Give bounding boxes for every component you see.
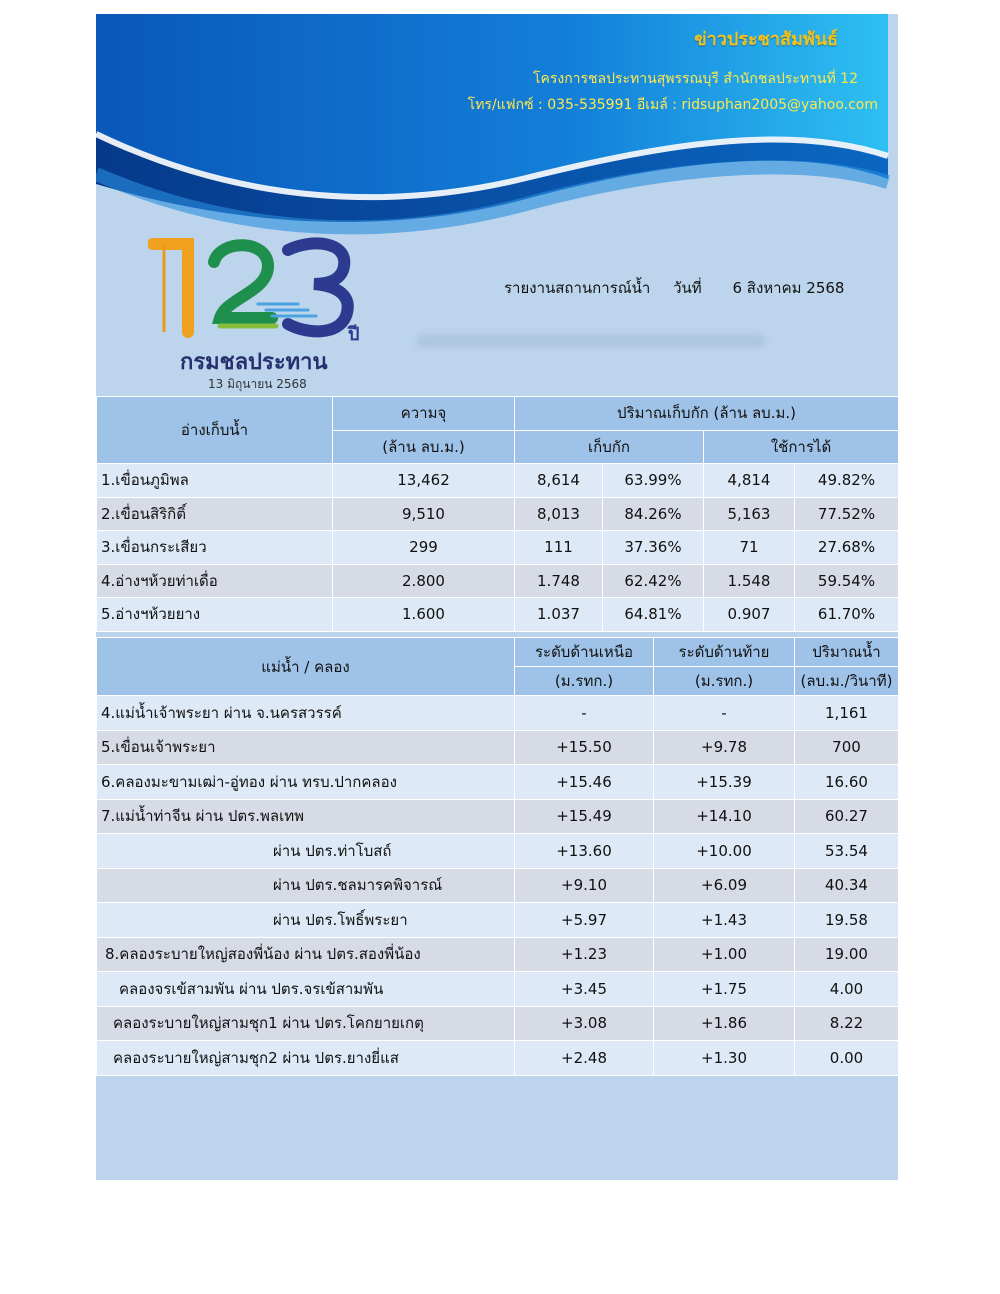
usable-percent: 27.68% xyxy=(795,531,899,565)
river-name: ผ่าน ปตร.ท่าโบสถ์ xyxy=(97,834,515,869)
downstream-level: +1.00 xyxy=(654,937,795,972)
header-usable: ใช้การได้ xyxy=(704,430,899,464)
upstream-level: +2.48 xyxy=(515,1041,654,1076)
table-row xyxy=(97,531,899,565)
stored-value: 8,614 xyxy=(515,464,603,498)
downstream-level: +10.00 xyxy=(654,834,795,869)
capacity-value: 13,462 xyxy=(333,464,515,498)
reservoir-header-row xyxy=(97,397,899,431)
stored-value: 8,013 xyxy=(515,497,603,531)
report-sheet xyxy=(96,14,898,1180)
flow-rate: 60.27 xyxy=(795,799,899,834)
reservoir-name: 3.เขื่อนกระเสียว xyxy=(97,531,333,565)
river-name: 7.แม่น้ำท่าจีน ผ่าน ปตร.พลเทพ xyxy=(97,799,515,834)
reservoir-name: 1.เขื่อนภูมิพล xyxy=(97,464,333,498)
downstream-level: +14.10 xyxy=(654,799,795,834)
capacity-value: 9,510 xyxy=(333,497,515,531)
header-flow: ปริมาณน้ำ xyxy=(795,638,899,667)
blurred-text-bar xyxy=(416,334,766,348)
usable-percent: 61.70% xyxy=(795,598,899,632)
stored-percent: 64.81% xyxy=(603,598,704,632)
table-row xyxy=(97,1041,899,1076)
table-row xyxy=(97,868,899,903)
table-row xyxy=(97,903,899,938)
upstream-level: +3.08 xyxy=(515,1006,654,1041)
flow-rate: 0.00 xyxy=(795,1041,899,1076)
river-name: 6.คลองมะขามเฒ่า-อู่ทอง ผ่าน ทรบ.ปากคลอง xyxy=(97,765,515,800)
table-row xyxy=(97,834,899,869)
header-volume: ปริมาณเก็บกัก (ล้าน ลบ.ม.) xyxy=(515,397,899,431)
upstream-level: +13.60 xyxy=(515,834,654,869)
downstream-level: +9.78 xyxy=(654,730,795,765)
upstream-level: - xyxy=(515,696,654,731)
logo-org-name: กรมชลประทาน xyxy=(180,350,328,375)
river-name: คลองระบายใหญ่สามชุก1 ผ่าน ปตร.โคกยายเกตุ xyxy=(97,1006,515,1041)
flow-rate: 53.54 xyxy=(795,834,899,869)
downstream-level: +1.43 xyxy=(654,903,795,938)
reservoir-table xyxy=(96,396,898,632)
river-header-row xyxy=(97,638,899,667)
downstream-level: +1.75 xyxy=(654,972,795,1007)
table-row xyxy=(97,1006,899,1041)
reservoir-name: 5.อ่างฯห้วยยาง xyxy=(97,598,333,632)
flow-rate: 700 xyxy=(795,730,899,765)
capacity-value: 2.800 xyxy=(333,564,515,598)
usable-value: 71 xyxy=(704,531,795,565)
flow-rate: 1,161 xyxy=(795,696,899,731)
flow-rate: 16.60 xyxy=(795,765,899,800)
stored-value: 1.748 xyxy=(515,564,603,598)
header-flow-unit: (ลบ.ม./วินาที) xyxy=(795,667,899,696)
header-title: ข่าวประชาสัมพันธ์ xyxy=(694,29,838,50)
flow-rate: 19.00 xyxy=(795,937,899,972)
usable-percent: 77.52% xyxy=(795,497,899,531)
flow-rate: 19.58 xyxy=(795,903,899,938)
capacity-value: 299 xyxy=(333,531,515,565)
upstream-level: +3.45 xyxy=(515,972,654,1007)
table-row xyxy=(97,564,899,598)
flow-rate: 40.34 xyxy=(795,868,899,903)
usable-percent: 49.82% xyxy=(795,464,899,498)
upstream-level: +9.10 xyxy=(515,868,654,903)
upstream-level: +1.23 xyxy=(515,937,654,972)
river-name: 5.เขื่อนเจ้าพระยา xyxy=(97,730,515,765)
downstream-level: - xyxy=(654,696,795,731)
upstream-level: +15.46 xyxy=(515,765,654,800)
table-row xyxy=(97,696,899,731)
usable-value: 5,163 xyxy=(704,497,795,531)
usable-value: 1.548 xyxy=(704,564,795,598)
header-reservoir: อ่างเก็บน้ำ xyxy=(97,397,333,464)
table-row xyxy=(97,497,899,531)
table-row xyxy=(97,598,899,632)
report-heading xyxy=(504,276,844,300)
header-upstream-unit: (ม.รทก.) xyxy=(515,667,654,696)
stored-value: 111 xyxy=(515,531,603,565)
stored-percent: 63.99% xyxy=(603,464,704,498)
stored-percent: 62.42% xyxy=(603,564,704,598)
logo-suffix: ปี xyxy=(348,324,360,344)
header-capacity: ความจุ xyxy=(333,397,515,431)
report-date: 6 สิงหาคม 2568 xyxy=(732,279,845,297)
upstream-level: +15.50 xyxy=(515,730,654,765)
header-upstream: ระดับด้านเหนือ xyxy=(515,638,654,667)
downstream-level: +1.86 xyxy=(654,1006,795,1041)
logo-date: 13 มิถุนายน 2568 xyxy=(208,377,307,391)
downstream-level: +6.09 xyxy=(654,868,795,903)
header-stored: เก็บกัก xyxy=(515,430,704,464)
usable-value: 4,814 xyxy=(704,464,795,498)
flow-rate: 8.22 xyxy=(795,1006,899,1041)
header-downstream: ระดับด้านท้าย xyxy=(654,638,795,667)
river-name: 8.คลองระบายใหญ่สองพี่น้อง ผ่าน ปตร.สองพี่น้อง xyxy=(97,937,515,972)
header-downstream-unit: (ม.รทก.) xyxy=(654,667,795,696)
capacity-value: 1.600 xyxy=(333,598,515,632)
table-row xyxy=(97,937,899,972)
header-contact: โทร/แฟกซ์ : 035-535991 อีเมล์ : ridsuphan2005@yahoo.com xyxy=(467,97,878,113)
header-river: แม่น้ำ / คลอง xyxy=(97,638,515,696)
upstream-level: +5.97 xyxy=(515,903,654,938)
header-capacity-unit: (ล้าน ลบ.ม.) xyxy=(333,430,515,464)
table-row xyxy=(97,799,899,834)
table-row xyxy=(97,765,899,800)
table-row xyxy=(97,972,899,1007)
stored-percent: 37.36% xyxy=(603,531,704,565)
upstream-level: +15.49 xyxy=(515,799,654,834)
downstream-level: +1.30 xyxy=(654,1041,795,1076)
river-name: ผ่าน ปตร.ชลมารคพิจารณ์ xyxy=(97,868,515,903)
stored-value: 1.037 xyxy=(515,598,603,632)
river-name: คลองจรเข้สามพัน ผ่าน ปตร.จรเข้สามพัน xyxy=(97,972,515,1007)
reservoir-name: 4.อ่างฯห้วยท่าเดื่อ xyxy=(97,564,333,598)
downstream-level: +15.39 xyxy=(654,765,795,800)
report-label: รายงานสถานการณ์น้ำ xyxy=(504,279,651,297)
flow-rate: 4.00 xyxy=(795,972,899,1007)
table-row xyxy=(97,464,899,498)
header-project: โครงการชลประทานสุพรรณบุรี สำนักชลประทานที่ 12 xyxy=(532,71,858,87)
table-row xyxy=(97,730,899,765)
river-name: คลองระบายใหญ่สามชุก2 ผ่าน ปตร.ยางยี่แส xyxy=(97,1041,515,1076)
usable-percent: 59.54% xyxy=(795,564,899,598)
reservoir-name: 2.เขื่อนสิริกิติ์ xyxy=(97,497,333,531)
river-name: 4.แม่น้ำเจ้าพระยา ผ่าน จ.นครสวรรค์ xyxy=(97,696,515,731)
stored-percent: 84.26% xyxy=(603,497,704,531)
report-day-label: วันที่ xyxy=(673,279,702,297)
usable-value: 0.907 xyxy=(704,598,795,632)
river-name: ผ่าน ปตร.โพธิ์พระยา xyxy=(97,903,515,938)
river-table xyxy=(96,637,898,1076)
